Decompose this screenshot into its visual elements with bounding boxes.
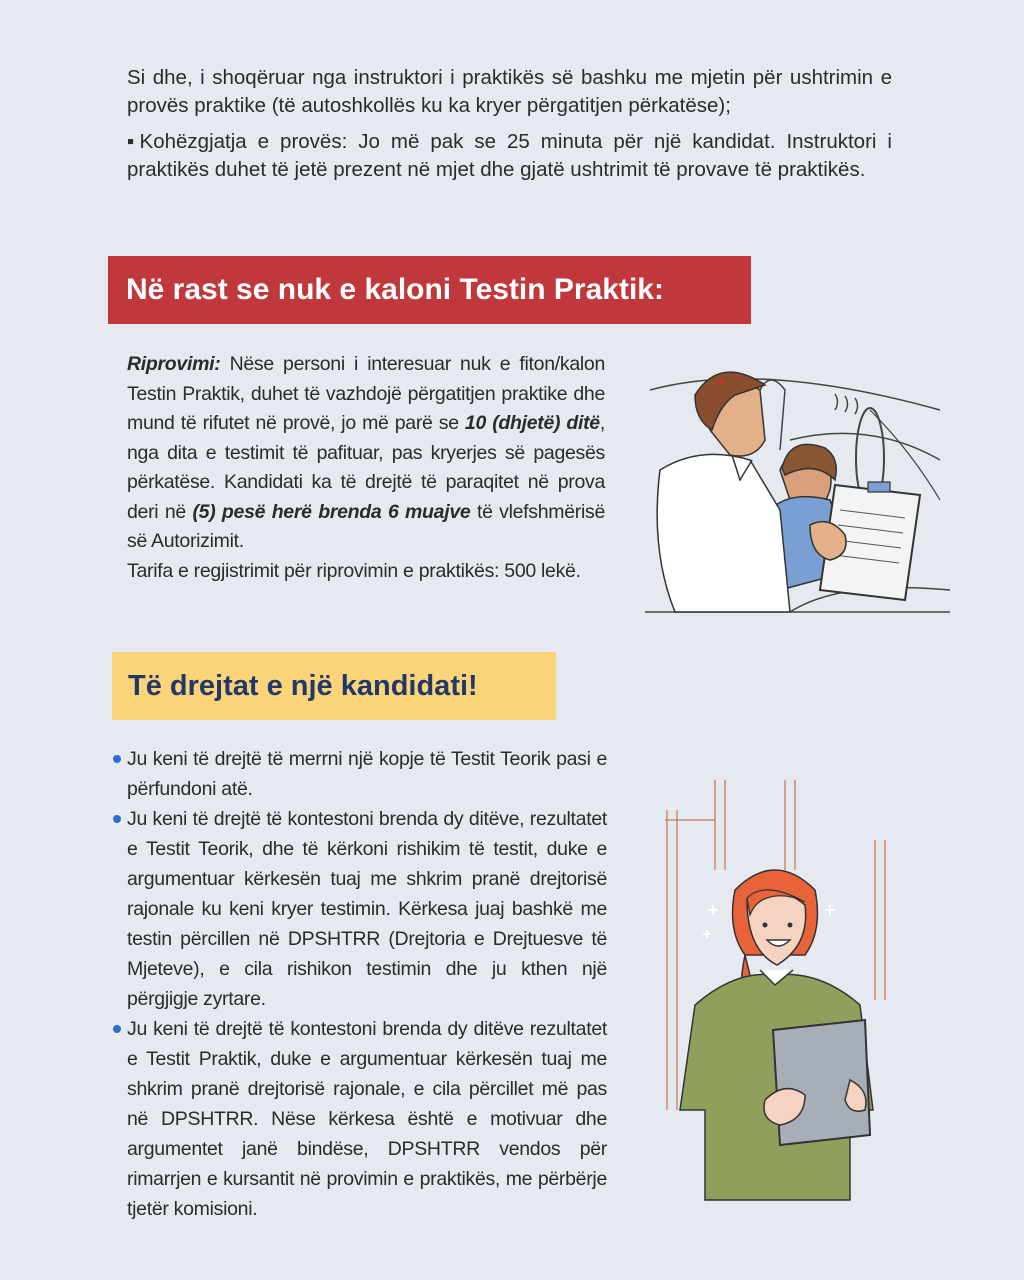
bullet-icon	[113, 755, 121, 763]
bullet-icon	[113, 815, 121, 823]
retest-text-3: të vlefshmërisë së Autorizimit.	[127, 500, 606, 552]
rights-heading: Të drejtat e një kandidati!	[112, 652, 556, 720]
intro-paragraph-1: Si dhe, i shoqëruar nga instruktori i praktikës së bashku me mjetin për ushtrimin e provës praktike (të autoshkollës ku ka kryer përgatitjen përkatëse);	[127, 66, 892, 117]
retest-section	[127, 350, 605, 586]
rights-list	[111, 744, 607, 1224]
list-item-text: Ju keni të drejtë të kontestoni brenda dy ditëve, rezultatet e Testit Teorik, dhe të kërkoni rishikim të testit, duke e argumentuar kërkesën tuaj me shkrim pranë drejtorisë rajonale ku keni kryer testimin. Kërkesa juaj bashkë me testin përcillen në DPSHTRR (Drejtoria e Drejtuesve të Mjeteve), e cila rishikon testimin dhe ju kthen një përgjigje zyrtare.	[127, 808, 607, 1010]
retest-emphasis-times: (5) pesë herë brenda 6 muajve	[192, 500, 471, 523]
retest-label: Riprovimi:	[127, 353, 221, 375]
retest-text-2: , nga dita e testimit të pafituar, pas kryerjes së pagesës përkatëse. Kandidati ka të drejtë të paraqitet në prova deri në	[127, 412, 605, 523]
list-item	[111, 744, 607, 804]
list-item-text: Ju keni të drejtë të kontestoni brenda dy ditëve rezultatet e Testit Praktik, duke e argumentuar kërkesën tuaj me shkrim pranë drejtorisë rajonale, e cila përcillet më pas në DPSHTRR. Nëse kërkesa është e motivuar dhe argumentet janë bindëse, DPSHTRR vendos për rimarrjen e kursantit në provimin e praktikës, me përbërje tjetër komisioni.	[127, 1018, 607, 1220]
list-item-text: Ju keni të drejtë të merrni një kopje të Testit Teorik pasi e përfundoni atë.	[127, 748, 607, 800]
intro-paragraph-2: ▪Kohëzgjatja e provës: Jo më pak se 25 minuta për një kandidat. Instruktori i praktikës duhet të jetë prezent në mjet dhe gjatë ushtrimit të provave të praktikës.	[127, 130, 892, 181]
failed-test-heading: Në rast se nuk e kaloni Testin Praktik:	[108, 256, 751, 324]
retest-paragraph	[127, 350, 605, 557]
bullet-icon	[113, 1025, 121, 1033]
list-item	[111, 1014, 607, 1224]
retest-fee: Tarifa e regjistrimit për riprovimin e praktikës: 500 lekë.	[127, 559, 581, 582]
retest-emphasis-days: 10 (dhjetë) ditë	[464, 412, 600, 434]
retest-text-1: Nëse personi i interesuar nuk e fiton/kalon Testin Praktik, duhet të vazhdojë përgatitjen praktike dhe mund të rifutet në provë, jo më parë se	[127, 353, 605, 434]
woman-with-tablet-illustration-icon	[655, 780, 895, 1240]
driving-examiner-illustration-icon	[640, 350, 955, 620]
list-item	[111, 804, 607, 1014]
intro-text	[127, 64, 892, 192]
